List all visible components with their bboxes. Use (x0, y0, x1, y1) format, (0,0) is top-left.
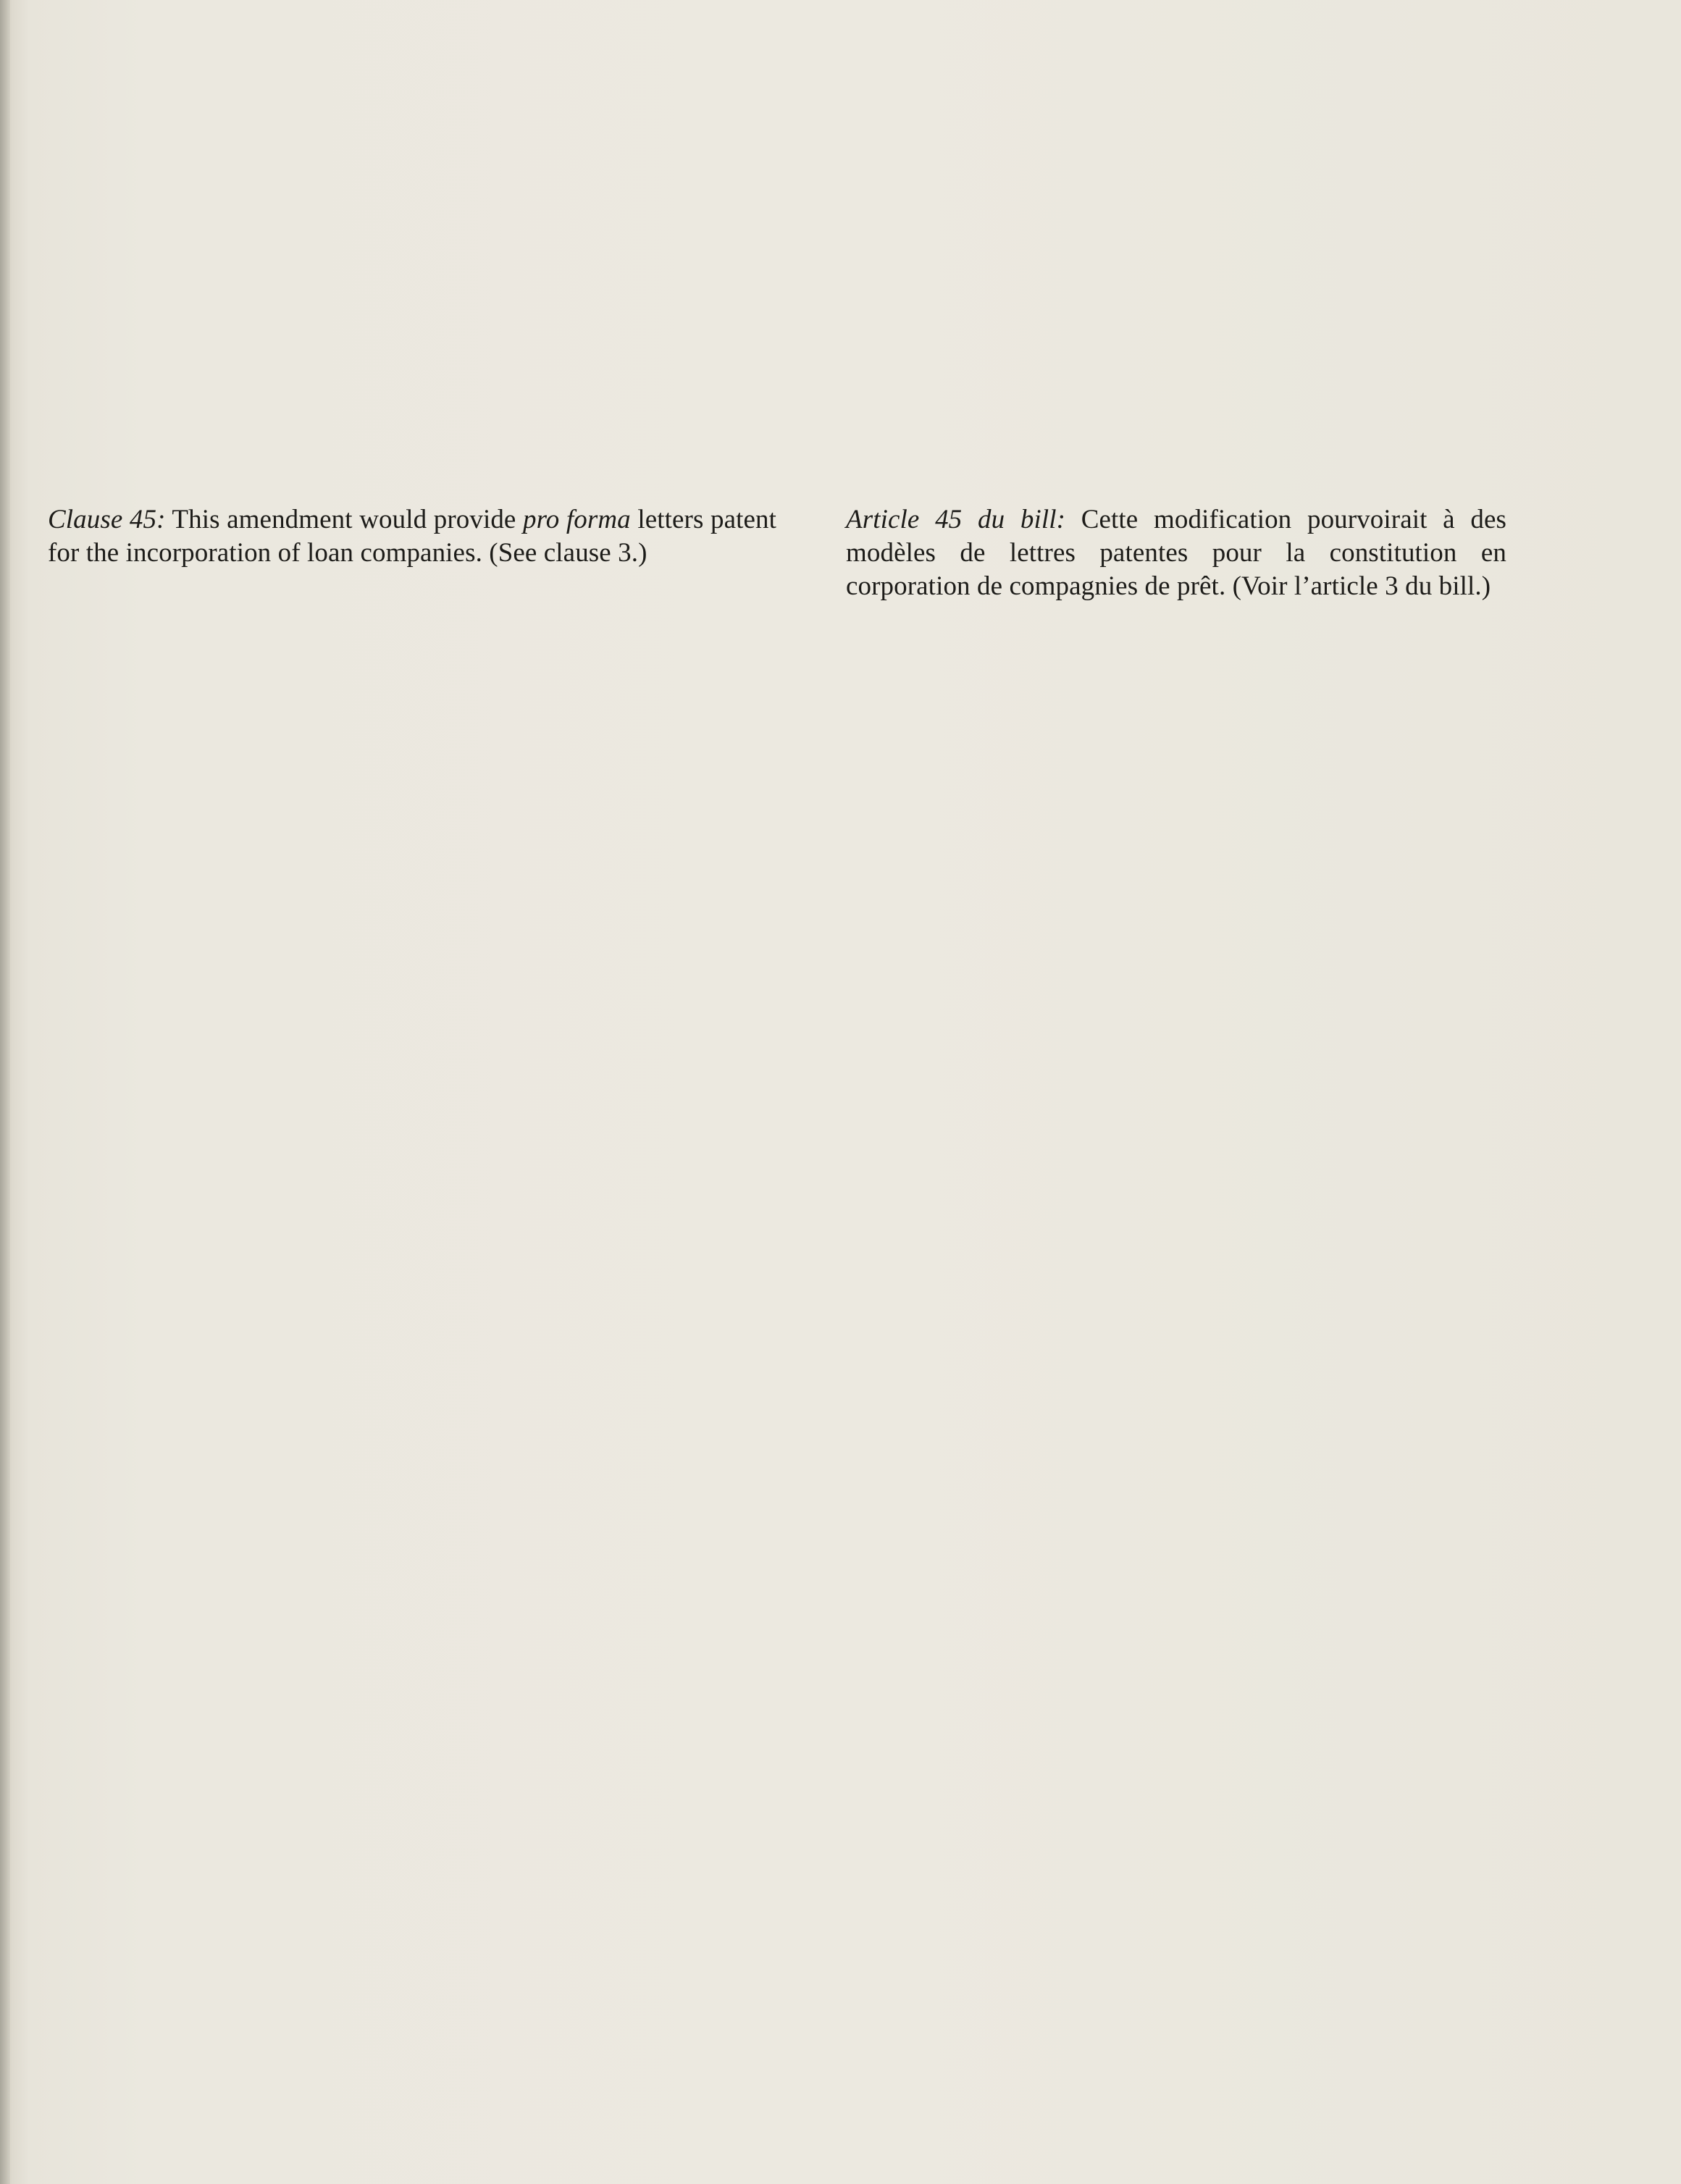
note-french-paragraph (846, 503, 1506, 603)
note-english-text-start: This amendment would provide (172, 505, 516, 534)
explanatory-note-french (846, 503, 1506, 603)
note-english-paragraph (48, 503, 776, 570)
article-label: Article 45 du bill: (846, 505, 1066, 534)
note-english-text-end: letters patent for the incorporation of loan companies. (See clause 3.) (48, 505, 776, 568)
clause-label: Clause 45: (48, 505, 166, 534)
note-english-italic-term: pro forma (523, 505, 631, 534)
explanatory-note-english (48, 503, 776, 570)
note-french-text: Cette modification pourvoirait à des modèles de lettres patentes pour la constitution en corporation de compagnies de prêt. (Voir l’article 3 du bill.) (846, 505, 1506, 601)
page-binding-edge (0, 0, 10, 2184)
